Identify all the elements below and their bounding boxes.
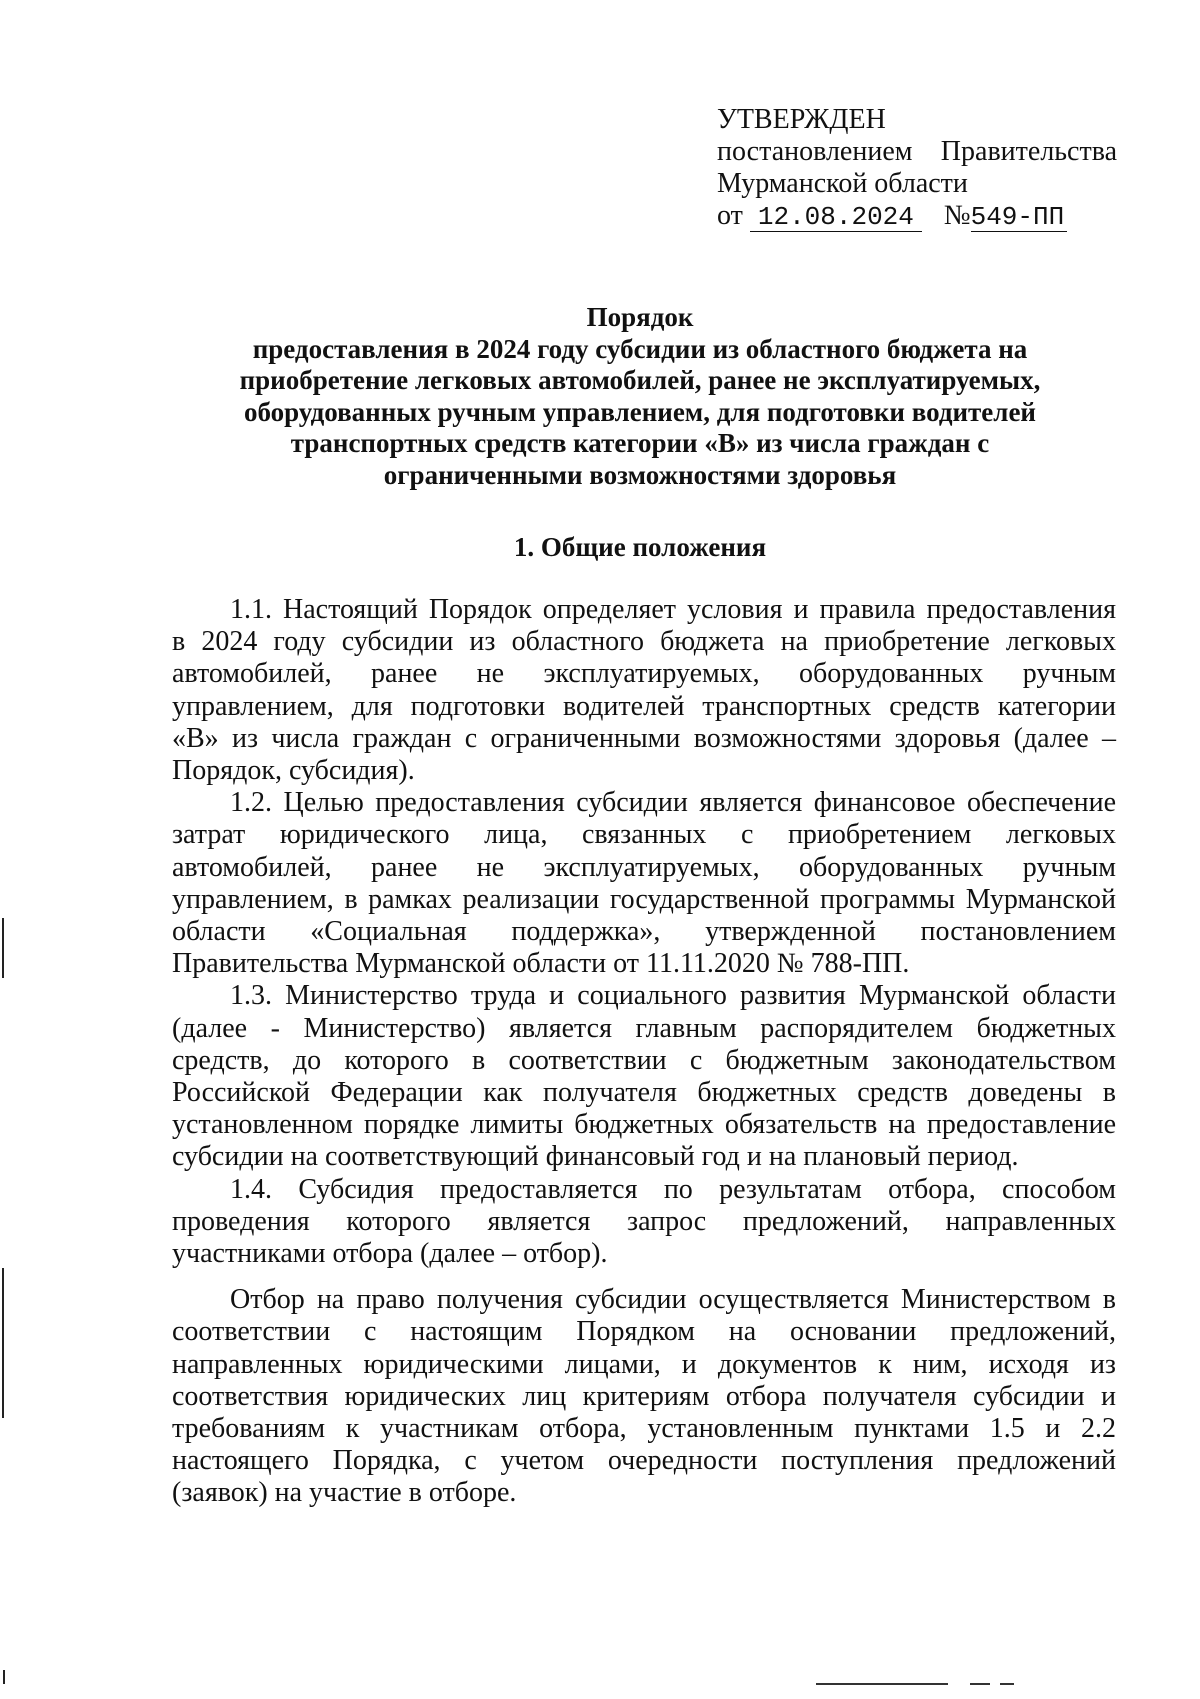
paragraph-line: автомобилей, ранее не эксплуатируемых, оборудованных ручным bbox=[172, 851, 1116, 883]
scan-edge-mark bbox=[3, 1670, 5, 1684]
paragraph-line: управлением, для подготовки водителей транспортных средств категории bbox=[172, 690, 1116, 722]
approval-number-label: № bbox=[943, 200, 971, 231]
paragraph-line: Российской Федерации как получателя бюджетных средств доведены в bbox=[172, 1077, 1116, 1109]
paragraph-line: установленном порядке лимиты бюджетных обязательств на предоставление bbox=[172, 1109, 1116, 1141]
paragraph-1-3 bbox=[172, 980, 1116, 1173]
paragraph-line: участниками отбора (далее – отбор). bbox=[172, 1238, 608, 1270]
section-heading: 1. Общие положения bbox=[513, 532, 767, 562]
scan-edge-mark bbox=[2, 1268, 4, 1418]
paragraph-line: 1.4. Субсидия предоставляется по результатам отбора, способом bbox=[230, 1173, 1116, 1205]
paragraph-line: настоящего Порядка, с учетом очередности поступления предложений bbox=[172, 1445, 1116, 1477]
title-line: транспортных средств категории «В» из числа граждан с bbox=[290, 428, 990, 458]
paragraph-line: (заявок) на участие в отборе. bbox=[172, 1477, 517, 1509]
document-body bbox=[172, 594, 1116, 1510]
paragraph-line: средств, до которого в соответствии с бюджетным законодательством bbox=[172, 1044, 1116, 1076]
footer-line bbox=[970, 1683, 990, 1685]
paragraph-line: области «Социальная поддержка», утвержденной постановлением bbox=[172, 916, 1116, 948]
paragraph-line: соответствии с настоящим Порядком на основании предложений, bbox=[172, 1316, 1116, 1348]
title-line: предоставления в 2024 году субсидии из областного бюджета на bbox=[252, 333, 1028, 364]
paragraph-line: Отбор на право получения субсидии осуществляется Министерством в bbox=[230, 1284, 1116, 1316]
footer-line bbox=[1000, 1683, 1014, 1685]
approval-line-2: Мурманской области bbox=[717, 168, 968, 199]
paragraph-line: субсидии на соответствующий финансовый год и на плановый период. bbox=[172, 1141, 1019, 1173]
paragraph-line: затрат юридического лица, связанных с приобретением легковых bbox=[172, 819, 1116, 851]
paragraph-selection bbox=[172, 1284, 1116, 1509]
paragraph-line: направленных юридическими лицами, и документов к ним, исходя из bbox=[172, 1348, 1116, 1380]
paragraph-line: 1.1. Настоящий Порядок определяет условия и правила предоставления bbox=[230, 594, 1116, 625]
document-title bbox=[150, 302, 1130, 491]
paragraph-line: автомобилей, ранее не эксплуатируемых, оборудованных ручным bbox=[172, 658, 1116, 690]
paragraph-line: управлением, в рамках реализации государственной программы Мурманской bbox=[172, 883, 1116, 915]
approval-date: 12.08.2024 bbox=[750, 203, 922, 232]
paragraph-line: Порядок, субсидия). bbox=[172, 755, 415, 787]
paragraph-line: соответствия юридических лиц критериям отбора получателя субсидии и bbox=[172, 1380, 1116, 1412]
paragraph-line: Правительства Мурманской области от 11.11.2020 № 788-ПП. bbox=[172, 948, 910, 980]
paragraph-line: «В» из числа граждан с ограниченными возможностями здоровья (далее – bbox=[172, 722, 1116, 754]
scan-edge-mark bbox=[2, 918, 4, 978]
approval-number: 549-ПП bbox=[971, 203, 1067, 232]
title-line: оборудованных ручным управлением, для подготовки водителей bbox=[244, 396, 1036, 427]
title-heading: Порядок bbox=[586, 302, 694, 332]
approval-block bbox=[717, 104, 1117, 232]
approval-date-row bbox=[717, 200, 1117, 232]
paragraph-line: 1.2. Целью предоставления субсидии является финансовое обеспечение bbox=[230, 787, 1116, 819]
title-line: приобретение легковых автомобилей, ранее не эксплуатируемых, bbox=[239, 365, 1041, 395]
approval-heading: УТВЕРЖДЕН bbox=[717, 104, 886, 135]
paragraph-1-4 bbox=[172, 1174, 1116, 1271]
paragraph-line: проведения которого является запрос предложений, направленных bbox=[172, 1205, 1116, 1237]
paragraph-1-2 bbox=[172, 787, 1116, 980]
approval-line-1: постановлением Правительства bbox=[717, 136, 1117, 167]
paragraph-1-1 bbox=[172, 594, 1116, 787]
approval-from-label: от bbox=[717, 200, 743, 231]
paragraph-line: (далее - Министерство) является главным распорядителем бюджетных bbox=[172, 1012, 1116, 1044]
paragraph-line: требованиям к участникам отбора, установленным пунктами 1.5 и 2.2 bbox=[172, 1413, 1116, 1445]
paragraph-line: 1.3. Министерство труда и социального развития Мурманской области bbox=[230, 980, 1116, 1012]
footer-line bbox=[816, 1683, 948, 1685]
title-line: ограниченными возможностями здоровья bbox=[383, 459, 897, 490]
paragraph-line: в 2024 году субсидии из областного бюджета на приобретение легковых bbox=[172, 626, 1116, 658]
